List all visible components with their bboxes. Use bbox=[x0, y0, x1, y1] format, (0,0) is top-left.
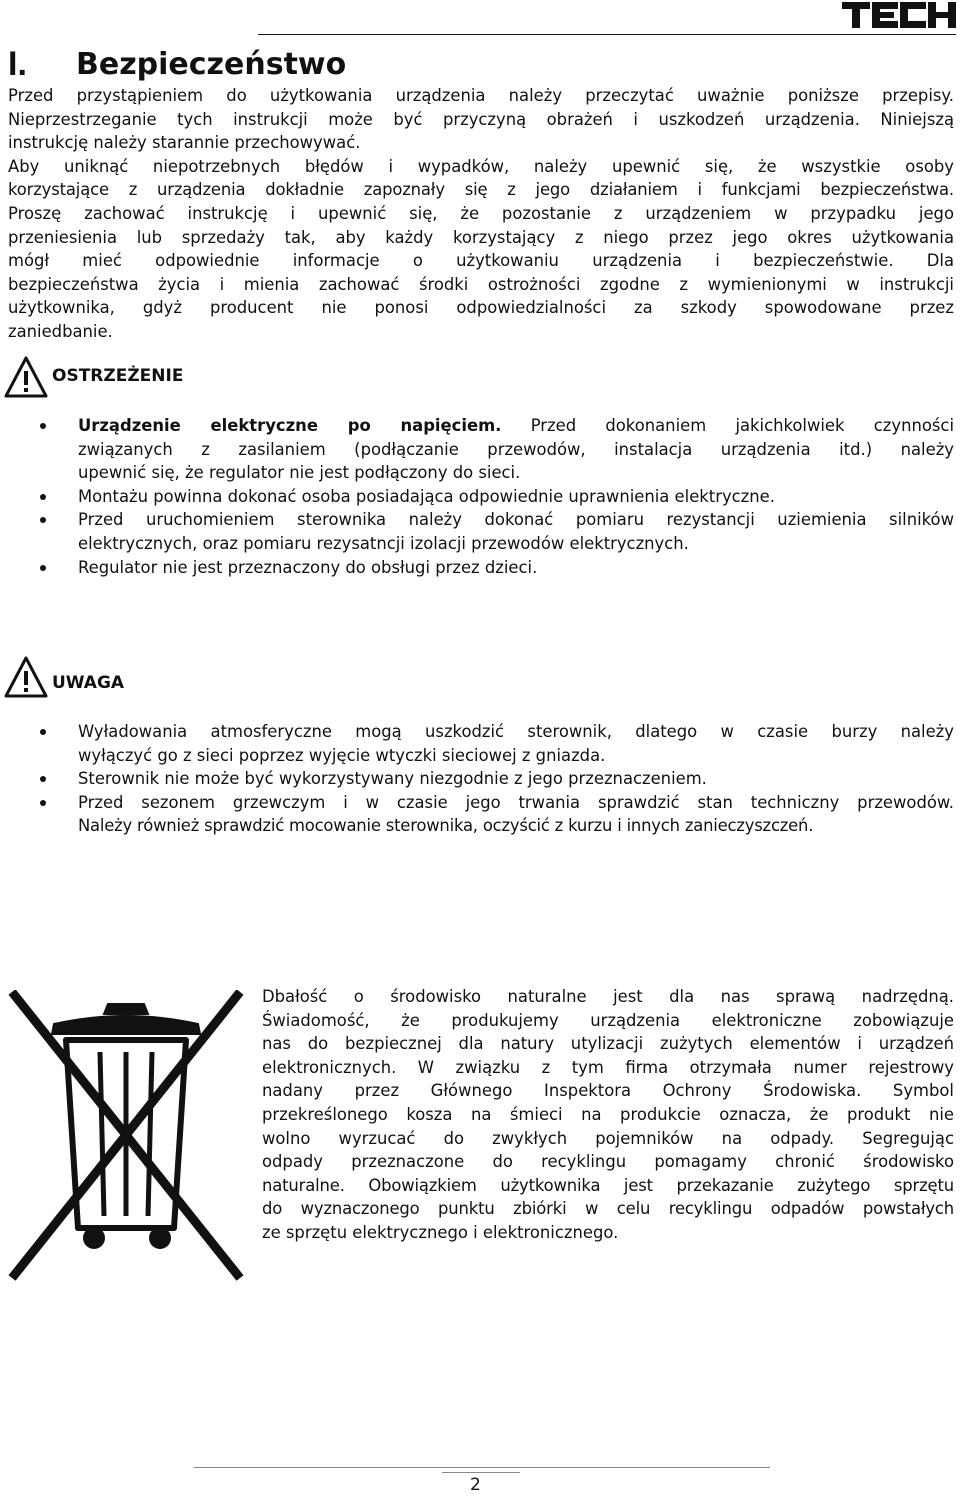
list-item bbox=[0, 791, 954, 838]
intro-line: korzystające z urządzenia dokładnie zapoznały się z jego działaniem i funkcjami bezpieczeństwa. bbox=[8, 180, 954, 200]
environment-line: Dbałość o środowisko naturalne jest dla nas sprawą nadrzędną. bbox=[262, 987, 954, 1006]
warning-triangle-icon bbox=[4, 356, 48, 398]
bullet-icon bbox=[40, 517, 46, 523]
list-line: Wyładowania atmosferyczne mogą uszkodzić sterownik, dlatego w czasie burzy należy bbox=[78, 722, 954, 741]
list-line: Regulator nie jest przeznaczony do obsługi przez dzieci. bbox=[78, 557, 538, 577]
bullet-icon bbox=[40, 565, 46, 571]
intro-line: mógł mieć odpowiednie informacje o użytkowaniu urządzenia i bezpieczeństwie. Dla bbox=[8, 251, 954, 271]
warning-triangle-icon bbox=[4, 656, 48, 698]
caution-label: UWAGA bbox=[52, 673, 125, 693]
environment-line: przekreślonego kosza na śmieci na produkcie oznacza, że produkt nie bbox=[262, 1104, 954, 1124]
list-item bbox=[0, 767, 954, 791]
list-line bbox=[78, 414, 954, 438]
bullet-icon bbox=[40, 800, 46, 806]
bullet-icon bbox=[40, 494, 46, 500]
list-item bbox=[0, 485, 954, 509]
list-line: Przed sezonem grzewczym i w czasie jego trwania sprawdzić stan techniczny przewodów. bbox=[78, 792, 954, 812]
header-rule bbox=[258, 34, 956, 35]
warning-emphasis: Urządzenie elektryczne po napięciem. bbox=[78, 416, 502, 435]
list-item bbox=[0, 556, 954, 580]
intro-line: zaniedbanie. bbox=[8, 321, 113, 341]
list-line: Przed uruchomieniem sterownika należy dokonać pomiaru rezystancji uziemienia silników bbox=[78, 510, 954, 530]
environment-paragraph bbox=[262, 985, 954, 1245]
caution-list bbox=[0, 720, 960, 838]
warning-label: OSTRZEŻENIE bbox=[52, 366, 184, 386]
intro-line: bezpieczeństwa życia i mienia zachować środki ostrożności zgodne z wymienionymi w instrukcji bbox=[8, 274, 954, 294]
list-item bbox=[0, 508, 954, 555]
intro-line: instrukcję należy starannie przechowywać. bbox=[8, 133, 361, 153]
warning-list bbox=[0, 414, 960, 579]
page-number: 2 bbox=[470, 1475, 481, 1495]
list-item bbox=[0, 414, 954, 485]
list-line: upewnić się, że regulator nie jest podłączony do sieci. bbox=[78, 463, 521, 483]
environment-line: odpady przeznaczone do recyklingu pomagamy chronić środowisko bbox=[262, 1152, 954, 1172]
footer-rule bbox=[194, 1467, 770, 1468]
list-line: Należy również sprawdzić mocowanie sterownika, oczyścić z kurzu i innych zanieczyszczeń. bbox=[78, 816, 814, 836]
bullet-icon bbox=[40, 729, 46, 735]
environment-line: naturalne. Obowiązkiem użytkownika jest przekazanie zużytego sprzętu bbox=[262, 1175, 954, 1195]
environment-line: nadany przez Głównego Inspektora Ochrony Środowiska. Symbol bbox=[262, 1081, 954, 1101]
list-line: związanych z zasilaniem (podłączanie przewodów, instalacja urządzenia itd.) należy bbox=[78, 439, 954, 459]
environment-line: elektronicznych. W związku z tym firma otrzymała numer rejestrowy bbox=[262, 1057, 954, 1077]
intro-line: przeniesienia lub sprzedaży tak, aby każdy korzystający z niego przez jego okres użytkowania bbox=[8, 227, 954, 247]
footer-rule-short bbox=[442, 1472, 520, 1473]
environment-line: ze sprzętu elektrycznego i elektronicznego. bbox=[262, 1222, 619, 1242]
section-title-text: Bezpieczeństwo bbox=[76, 47, 347, 82]
list-line: wyłączyć go z sieci poprzez wyjęcie wtyczki sieciowej z gniazda. bbox=[78, 745, 606, 765]
list-item bbox=[0, 720, 954, 767]
intro-line: Przed przystąpieniem do użytkowania urządzenia należy przeczytać uważnie poniższe przepisy. bbox=[8, 86, 954, 105]
bullet-icon bbox=[40, 423, 46, 429]
environment-line: wolno wyrzucać do zwykłych pojemników na odpady. Segregując bbox=[262, 1128, 954, 1148]
environment-line: Świadomość, że produkujemy urządzenia elektroniczne zobowiązuje bbox=[262, 1010, 954, 1030]
intro-line: Nieprzestrzeganie tych instrukcji może być przyczyną obrażeń i uszkodzeń urządzenia. Niniejszą bbox=[8, 109, 954, 129]
crossed-out-bin-icon bbox=[8, 990, 244, 1282]
environment-line: nas do bezpiecznej dla natury utylizacji zużytych elementów i urządzeń bbox=[262, 1034, 954, 1054]
intro-line: użytkownika, gdyż producent nie ponosi odpowiedzialności za szkody spowodowane przez bbox=[8, 298, 954, 318]
list-line-text: Przed dokonaniem jakichkolwiek czynności bbox=[501, 416, 954, 435]
list-line: Montażu powinna dokonać osoba posiadająca odpowiednie uprawnienia elektryczne. bbox=[78, 486, 775, 506]
list-line: Sterownik nie może być wykorzystywany niezgodnie z jego przeznaczeniem. bbox=[78, 769, 707, 789]
section-number: I. bbox=[8, 45, 27, 83]
list-line: elektrycznych, oraz pomiaru rezysatncji izolacji przewodów elektrycznych. bbox=[78, 533, 689, 553]
tech-logo bbox=[842, 2, 956, 28]
intro-line: Aby uniknąć niepotrzebnych błędów i wypadków, należy upewnić się, że wszystkie osoby bbox=[8, 156, 954, 176]
intro-paragraph bbox=[8, 84, 954, 344]
bullet-icon bbox=[40, 776, 46, 782]
intro-line: Proszę zachować instrukcję i upewnić się, że pozostanie z urządzeniem w przypadku jego bbox=[8, 203, 954, 223]
environment-line: do wyznaczonego punktu zbiórki w celu recyklingu odpadów powstałych bbox=[262, 1199, 954, 1219]
